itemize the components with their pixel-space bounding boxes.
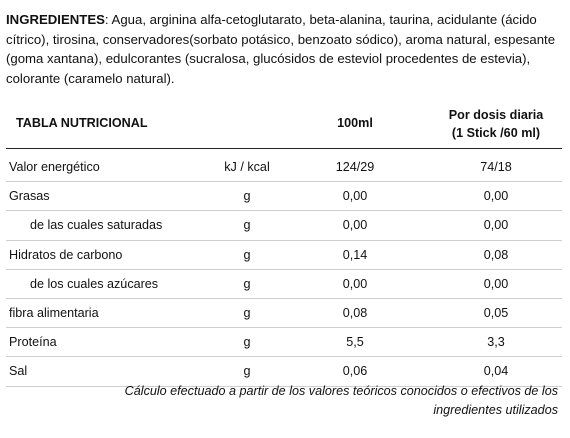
table-row: [6, 299, 562, 328]
nutrient-value-dose: 0,00: [483, 276, 509, 291]
nutrient-value-dose: 0,05: [483, 305, 509, 320]
footnote-line1: Cálculo efectuado a partir de los valores teóricos conocidos o efectivos de los: [124, 384, 558, 398]
nutrient-value-100ml: 0,00: [342, 276, 368, 291]
column-header-100ml: 100ml: [337, 116, 373, 130]
nutrient-value-dose: 3,3: [487, 335, 505, 350]
table-row: [6, 270, 562, 299]
table-row: [6, 328, 562, 357]
footnote-line2: ingredientes utilizados: [433, 403, 558, 417]
nutrient-name: Grasas: [9, 189, 50, 204]
nutrient-unit: g: [243, 305, 251, 320]
nutrient-unit: g: [243, 276, 251, 291]
table-row: [6, 241, 562, 270]
nutrient-value-dose: 0,08: [483, 247, 509, 262]
nutrition-table-title: TABLA NUTRICIONAL: [16, 116, 148, 130]
nutrient-name: de los cuales azúcares: [30, 276, 159, 291]
ingredients-paragraph: [6, 10, 564, 88]
nutrient-value-dose: 0,00: [483, 218, 509, 233]
nutrient-unit: g: [243, 189, 251, 204]
nutrient-value-100ml: 0,06: [342, 364, 368, 379]
column-header-daily-dose-line1: Por dosis diaria: [448, 108, 544, 122]
nutrient-value-dose: 0,00: [483, 189, 509, 204]
nutrient-value-100ml: 0,14: [342, 247, 368, 262]
table-row: [6, 211, 562, 240]
nutrient-value-100ml: 0,00: [342, 189, 368, 204]
column-header-daily-dose: [426, 106, 566, 142]
nutrient-value-100ml: 0,00: [342, 218, 368, 233]
nutrient-name: Valor energético: [9, 160, 100, 174]
nutrient-unit: g: [243, 218, 251, 233]
table-row: [6, 182, 562, 211]
ingredients-title: INGREDIENTES: [6, 12, 105, 27]
nutrient-unit: g: [243, 335, 251, 350]
nutrient-value-dose: 74/18: [480, 160, 512, 174]
nutrient-unit: g: [243, 247, 251, 262]
nutrient-value-100ml: 124/29: [335, 160, 375, 174]
calculation-footnote: [58, 382, 558, 420]
nutrition-table-body: [6, 153, 562, 387]
nutrient-name: Hidratos de carbono: [9, 247, 123, 262]
ingredients-text: : Agua, arginina alfa-cetoglutarato, beta-alanina, taurina, acidulante (ácido cítrico), tirosina, conservadores(sorbato potásico, benzoato sódico), aroma natural, espesante (goma xantana), edulcorantes (sucralosa, glucósidos de esteviol procedentes de estevia), colorante (caramelo natural).: [6, 12, 556, 86]
nutrient-name: Proteína: [9, 335, 57, 350]
nutrient-unit: g: [243, 364, 251, 379]
nutrient-value-dose: 0,04: [483, 364, 509, 379]
nutrient-value-100ml: 0,08: [342, 305, 368, 320]
column-header-daily-dose-line2: (1 Stick /60 ml): [451, 126, 541, 140]
nutrient-name: de las cuales saturadas: [30, 218, 163, 233]
table-row: [6, 153, 562, 182]
nutrient-name: Sal: [9, 364, 28, 379]
nutrient-value-100ml: 5,5: [346, 335, 364, 350]
nutrition-table-header: [6, 98, 562, 149]
nutrient-name: fibra alimentaria: [9, 305, 99, 320]
nutrient-unit: kJ / kcal: [224, 160, 270, 174]
